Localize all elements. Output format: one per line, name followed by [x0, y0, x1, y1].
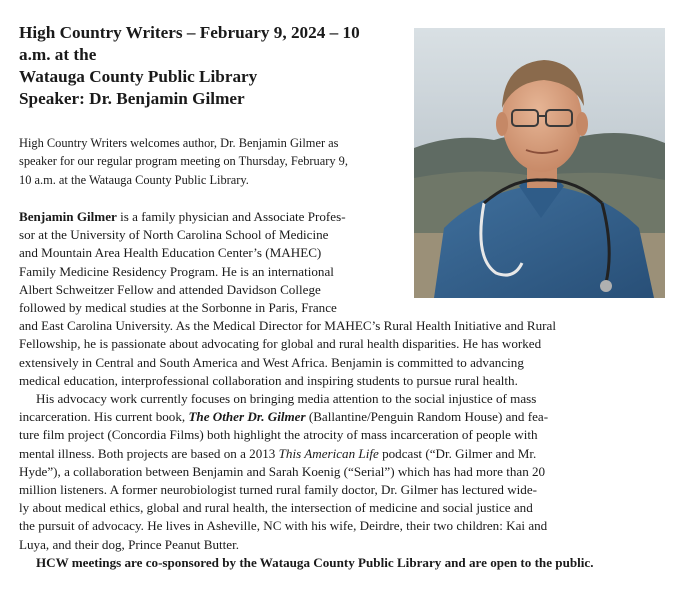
bio-line: Fellowship, he is passionate about advocating for global and rural health disparities. He has worked	[19, 336, 542, 352]
bio-line: sor at the University of North Carolina School of Medicine	[19, 227, 329, 243]
bio-line: Albert Schweitzer Fellow and attended Davidson College	[19, 281, 321, 297]
bio-line: extensively in Central and South America and West Africa. Benjamin is committed to advancing	[19, 354, 524, 370]
podcast-title: This American Life	[278, 445, 379, 461]
intro-line: 10 a.m. at the Watauga County Public Library.	[19, 172, 249, 187]
intro-line: High Country Writers welcomes author, Dr. Benjamin Gilmer as	[19, 136, 339, 150]
intro-line: speaker for our regular program meeting on Thursday, February 9,	[19, 154, 348, 169]
article-title	[19, 22, 404, 110]
advocacy-line: His advocacy work currently focuses on bringing media attention to the social injustice of mass	[36, 391, 537, 407]
sponsor-note: HCW meetings are co-sponsored by the Watauga County Public Library and are open to the public.	[36, 554, 594, 570]
advocacy-line: ture film project (Concordia Films) both highlight the atrocity of mass incarceration of people with	[19, 427, 538, 443]
speaker-name: Benjamin Gilmer	[19, 209, 117, 224]
advocacy-line: Hyde”), a collaboration between Benjamin and Sarah Koenig (“Serial”) which has had more than 20	[19, 463, 546, 479]
bio-line: medical education, interprofessional collaboration and inspiring students to pursue rural health.	[19, 372, 518, 388]
advocacy-line: incarceration. His current book, The Other Dr. Gilmer (Ballantine/Penguin Random House) and fea-	[19, 409, 549, 425]
advocacy-line: the pursuit of advocacy. He lives in Asheville, NC with his wife, Deirdre, their two children: Kai and	[19, 518, 548, 534]
title-line: Speaker: Dr. Benjamin Gilmer	[19, 89, 245, 108]
bio-line: followed by medical studies at the Sorbonne in Paris, France	[19, 300, 337, 316]
bio-line: and Mountain Area Health Education Center’s (MAHEC)	[19, 245, 322, 261]
book-title: The Other Dr. Gilmer	[188, 409, 306, 425]
bio-line: and East Carolina University. As the Medical Director for MAHEC’s Rural Health Initiative and Rural	[19, 318, 556, 334]
speaker-bio	[19, 208, 674, 572]
title-line: High Country Writers – February 9, 2024 – 10	[19, 23, 360, 42]
advocacy-line: ly about medical ethics, global and rural health, the intersection of medicine and social justice and	[19, 500, 533, 516]
bio-line: Benjamin Gilmer is a family physician and Associate Profes-	[19, 209, 346, 224]
title-line: a.m. at the	[19, 45, 97, 64]
advocacy-line: Luya, and their dog, Prince Peanut Butter.	[19, 536, 239, 552]
bio-line: Family Medicine Residency Program. He is an international	[19, 263, 334, 279]
advocacy-line: million listeners. A former neurobiologist turned rural family doctor, Dr. Gilmer has lectured wide-	[19, 482, 538, 498]
title-line: Watauga County Public Library	[19, 67, 258, 86]
intro-paragraph	[19, 134, 409, 189]
advocacy-line: mental illness. Both projects are based on a 2013 This American Life podcast (“Dr. Gilmer and Mr.	[19, 445, 537, 461]
